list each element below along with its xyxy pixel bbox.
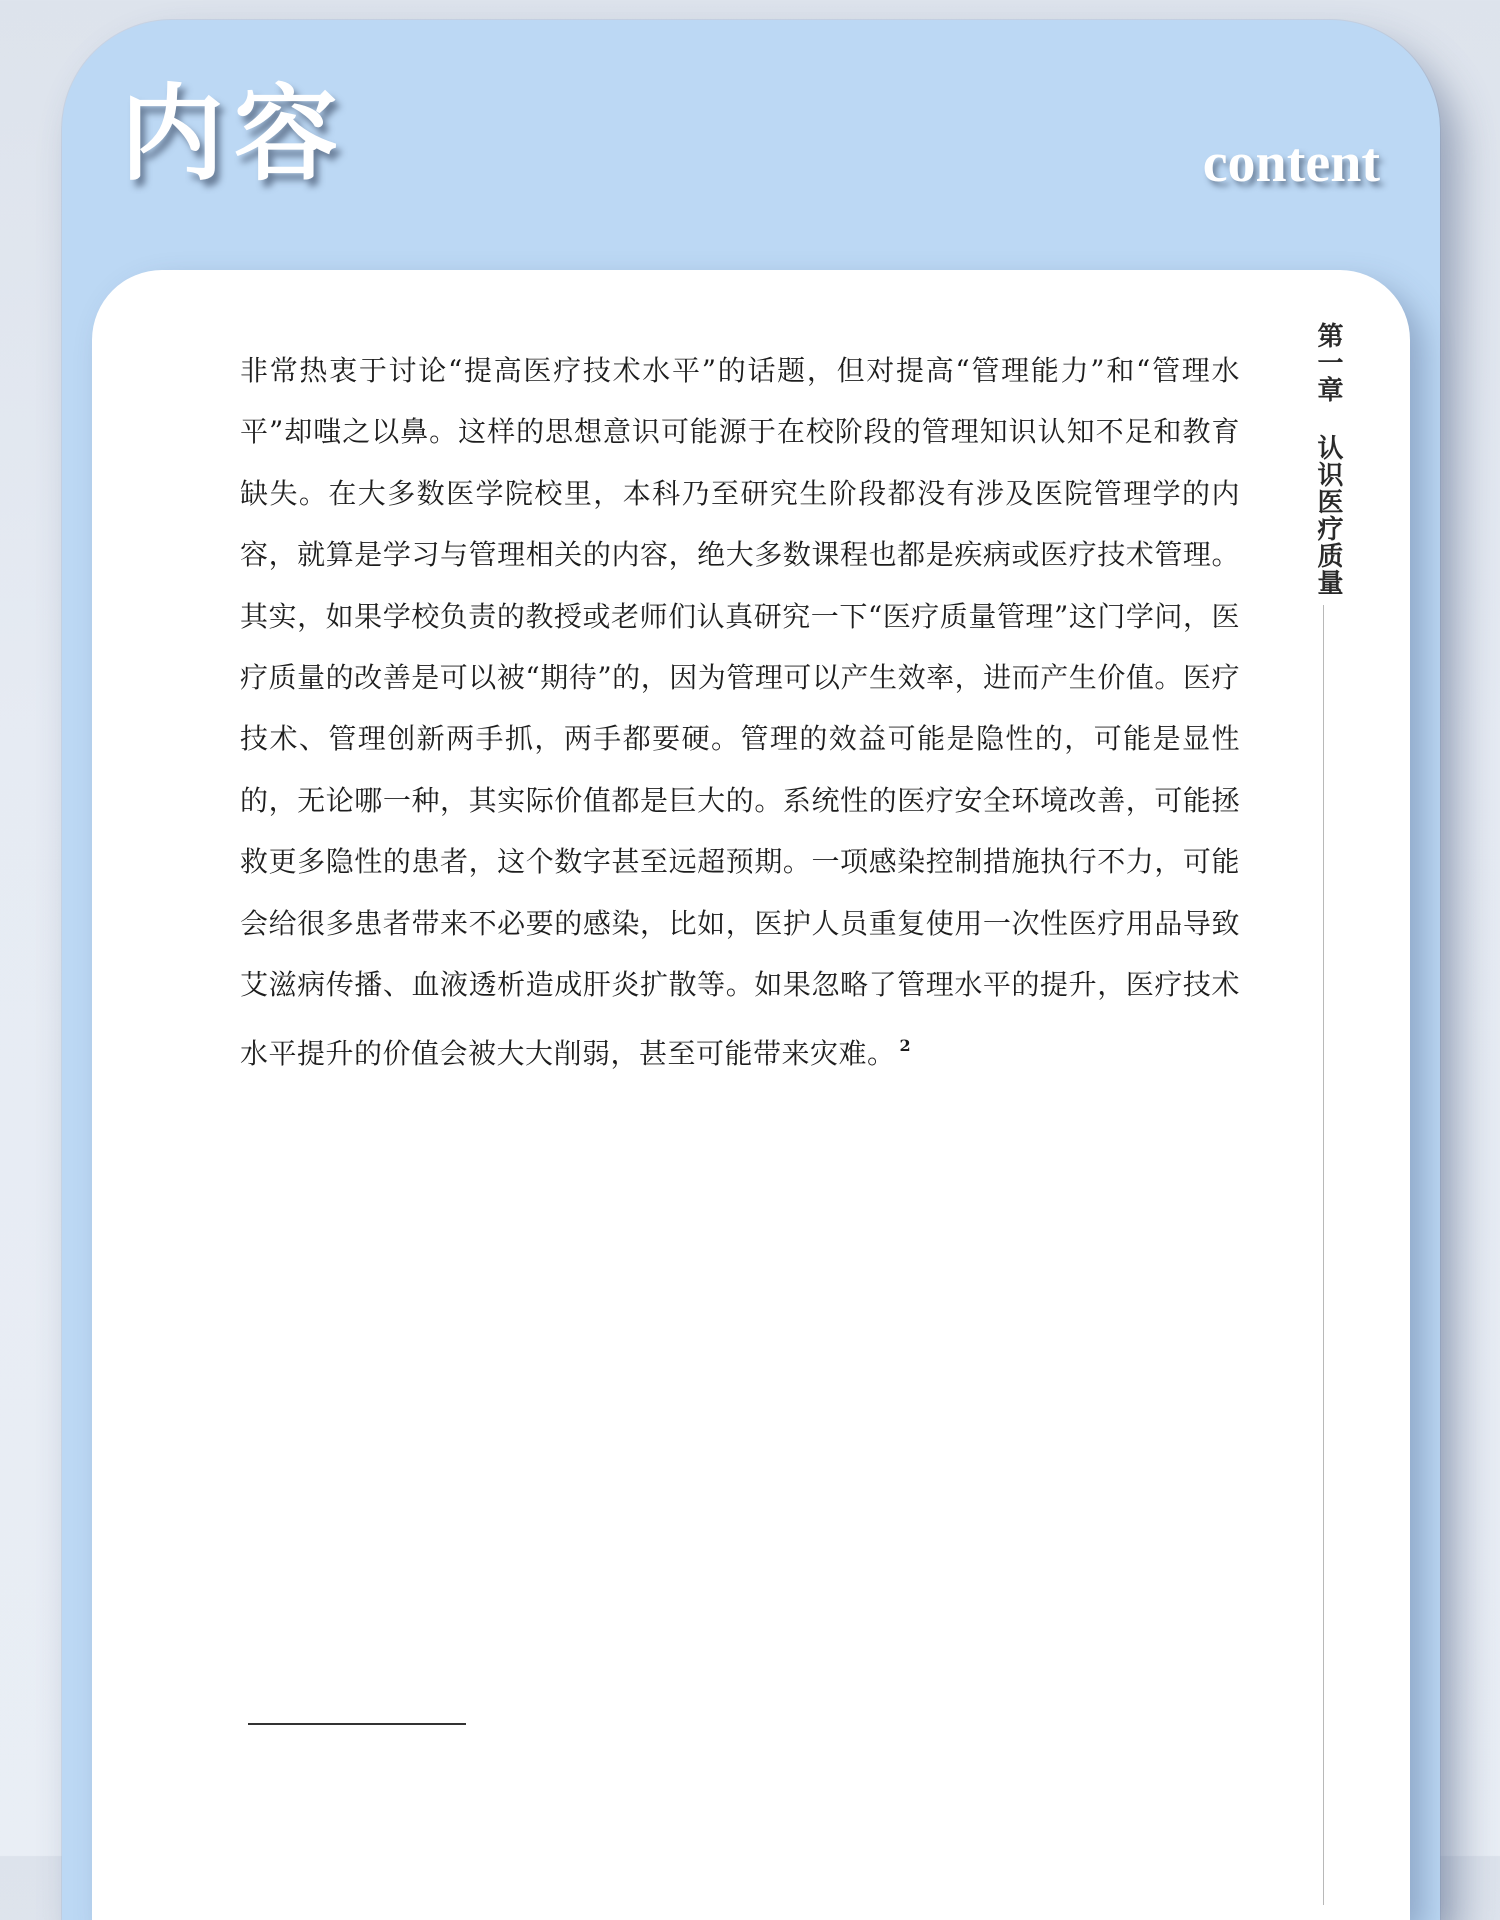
book-page (92, 270, 1410, 1920)
body-text: 非常热衷于讨论“提高医疗技术水平”的话题，但对提高“管理能力”和“管理水平”却嗤之以鼻。这样的思想意识可能源于在校阶段的管理知识认知不足和教育缺失。在大多数医学院校里，本科乃至研究生阶段都没有涉及医院管理学的内容，就算是学习与管理相关的内容，绝大多数课程也都是疾病或医疗技术管理。其实，如果学校负责的教授或老师们认真研究一下“医疗质量管理”这门学问，医疗质量的改善是可以被“期待”的，因为管理可以产生效率，进而产生价值。医疗技术、管理创新两手抓，两手都要硬。管理的效益可能是隐性的，可能是显性的，无论哪一种，其实际价值都是巨大的。系统性的医疗安全环境改善，可能拯救更多隐性的患者，这个数字甚至远超预期。一项感染控制措施执行不力，可能会给很多患者带来不必要的感染，比如，医护人员重复使用一次性医疗用品导致艾滋病传播、血液透析造成肝炎扩散等。如果忽略了管理水平的提升，医疗技术水平提升的价值会被大大削弱，甚至可能带来灾难。 (240, 354, 1240, 1071)
side-divider (1323, 605, 1324, 1905)
header-subtitle-en: content (1202, 132, 1380, 194)
chapter-side-label: 第一章 认识医疗质量 (1313, 322, 1343, 596)
footnote-marker[interactable]: 2 (899, 1036, 912, 1056)
footnote-divider (248, 1723, 466, 1725)
body-paragraph (240, 340, 1240, 1085)
content-card (62, 20, 1440, 1920)
header-title: 内容 (120, 72, 349, 195)
